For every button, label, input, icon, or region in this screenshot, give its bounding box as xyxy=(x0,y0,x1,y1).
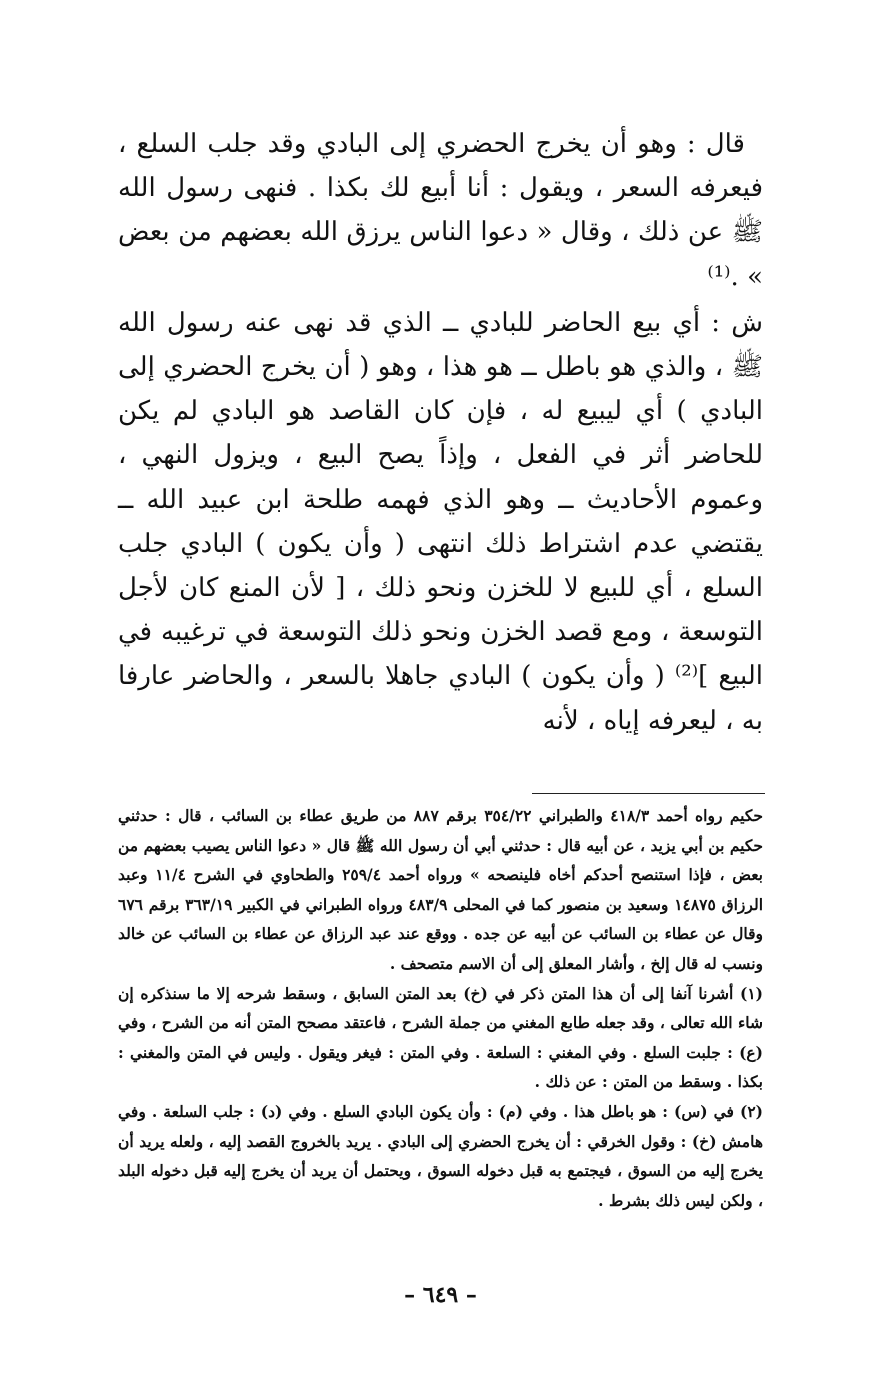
main-text xyxy=(118,122,763,743)
footnote-hadith-source: حكيم رواه أحمد ٤١٨/٣ والطبراني ٣٥٤/٢٢ برقم ٨٨٧ من طريق عطاء بن السائب ، قال : حدثني حكيم بن أبي يزيد ، عن أبيه قال : حدثني أبي أن رسول الله ﷺ قال « دعوا الناس يصيب بعضهم من بعض ، فإذا استنصح أحدكم أخاه فلينصحه » ورواه أحمد ٢٥٩/٤ والطحاوي في الشرح ١١/٤ وعبد الرزاق ١٤٨٧٥ وسعيد بن منصور كما في المحلى ٤٨٣/٩ ورواه الطبراني في الكبير ٣٦٣/١٩ برقم ٦٧٦ وقال عن عطاء بن السائب عن أبيه عن جده . ووقع عند عبد الرزاق عن عطاء بن السائب عن خالد ونسب له قال إلخ ، وأشار المعلق إلى أن الاسم متصحف . xyxy=(118,806,764,973)
page-number: – ٦٤٩ – xyxy=(404,1282,477,1308)
matn-paragraph: قال : وهو أن يخرج الحضري إلى البادي وقد جلب السلع ، فيعرفه السعر ، ويقول : أنا أبيع لك بكذا . فنهى رسول الله ﷺ عن ذلك ، وقال « دعوا الناس يرزق الله بعضهم من بعض » .⁽¹⁾ xyxy=(118,129,763,292)
footnote-2: (٢) في (س) : هو باطل هذا . وفي (م) : وأن يكون البادي السلع . وفي (د) : جلب السلعة . وفي هامش (خ) : وقول الخرقي : أن يخرج الحضري إلى البادي . يريد بالخروج القصد إليه ، ولعله يريد أن يخرج إليه من السوق ، فيجتمع به قبل دخوله السوق ، ويحتمل أن يريد أن يخرج إليه قبل دخوله البلد ، ولكن ليس ذلك بشرط . xyxy=(118,1101,763,1210)
footnotes xyxy=(118,801,763,1215)
book-page xyxy=(118,122,763,1372)
footnote-divider xyxy=(532,793,765,794)
footnote-1: (١) أشرنا آنفا إلى أن هذا المتن ذكر في (خ) بعد المتن السابق ، وسقط شرحه إلا ما سنذكره إن شاء الله تعالى ، وقد جعله طابع المغني من جملة الشرح ، فاعتقد مصحح المتن أنه من الشرح ، وفي (ع) : جلبت السلع . وفي المغني : السلعة . وفي المتن : فيغر ويقول . وليس في المتن والمغني : بكذا . وسقط من المتن : عن ذلك . xyxy=(118,983,763,1092)
commentary-paragraph: ش : أي بيع الحاضر للبادي ــ الذي قد نهى عنه رسول الله ﷺ ، والذي هو باطل ــ هو هذا ، وهو ( أن يخرج الحضري إلى البادي ) أي ليبيع له ، فإن كان القاصد هو البادي لم يكن للحاضر أثر في الفعل ، وإذاً يصح البيع ، ويزول النهي ، وعموم الأحاديث ــ وهو الذي فهمه طلحة ابن عبيد الله ــ يقتضي عدم اشتراط ذلك انتهى ( وأن يكون ) البادي جلب السلع ، أي للبيع لا للخزن ونحو ذلك ، [ لأن المنع كان لأجل التوسعة ، ومع قصد الخزن ونحو ذلك التوسعة في ترغيبه في البيع ]⁽²⁾ ( وأن يكون ) البادي جاهلا بالسعر ، والحاضر عارفا به ، ليعرفه إياه ، لأنه xyxy=(118,307,764,736)
